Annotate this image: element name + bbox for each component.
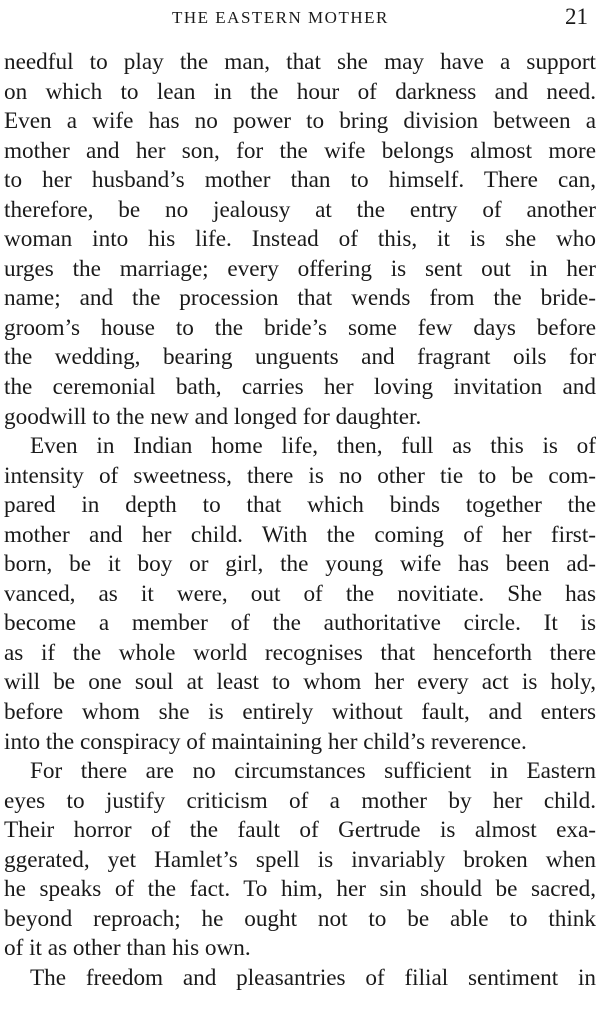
text-line: of it as other than his own. bbox=[4, 935, 251, 962]
text-line: become a member of the authoritative circle. It is bbox=[4, 610, 596, 637]
text-line: pared in depth to that which binds together the bbox=[4, 492, 596, 519]
text-line: will be one soul at least to whom her every act is holy, bbox=[4, 669, 596, 696]
text-line: woman into his life. Instead of this, it is she who bbox=[4, 226, 596, 253]
text-line: mother and her son, for the wife belongs almost more bbox=[4, 137, 596, 164]
text-line: he speaks of the fact. To him, her sin should be sacred, bbox=[4, 876, 596, 903]
text-line: intensity of sweetness, there is no other tie to be com- bbox=[4, 462, 596, 489]
text-line: Their horror of the fault of Gertrude is almost exa- bbox=[4, 817, 596, 844]
text-line: vanced, as it were, out of the novitiate. She has bbox=[4, 580, 596, 607]
paragraph bbox=[4, 432, 596, 757]
text-line: ggerated, yet Hamlet’s spell is invariably broken when bbox=[4, 846, 596, 873]
page-number: 21 bbox=[565, 4, 588, 29]
text-line: For there are no circumstances sufficient in Eastern bbox=[30, 758, 596, 785]
text-line: The freedom and pleasantries of filial sentiment in bbox=[30, 964, 596, 991]
text-line: as if the whole world recognises that henceforth there bbox=[4, 639, 596, 666]
text-line: name; and the procession that wends from the bride- bbox=[4, 285, 596, 312]
paragraph bbox=[4, 48, 596, 432]
text-line: to her husband’s mother than to himself. There can, bbox=[4, 167, 596, 194]
text-line: into the conspiracy of maintaining her child’s reverence. bbox=[4, 728, 527, 755]
text-line: mother and her child. With the coming of her first- bbox=[4, 521, 596, 548]
text-line: Even a wife has no power to bring division between a bbox=[4, 108, 596, 135]
text-line: beyond reproach; he ought not to be able to think bbox=[4, 905, 596, 932]
running-head bbox=[0, 4, 600, 32]
text-line: on which to lean in the hour of darkness and need. bbox=[4, 78, 596, 105]
text-line: before whom she is entirely without fault, and enters bbox=[4, 699, 596, 726]
text-line: therefore, be no jealousy at the entry of another bbox=[4, 196, 596, 223]
text-line: the ceremonial bath, carries her loving invitation and bbox=[4, 374, 596, 401]
text-line: urges the marriage; every offering is sent out in her bbox=[4, 255, 596, 282]
paragraph bbox=[4, 964, 596, 994]
text-line: Even in Indian home life, then, full as this is of bbox=[30, 433, 596, 460]
paragraph bbox=[4, 757, 596, 964]
text-line: groom’s house to the bride’s some few days before bbox=[4, 314, 596, 341]
text-line: needful to play the man, that she may have a support bbox=[4, 49, 596, 75]
text-line: the wedding, bearing unguents and fragrant oils for bbox=[4, 344, 596, 371]
body-text bbox=[4, 48, 596, 994]
text-line: born, be it boy or girl, the young wife has been ad- bbox=[4, 551, 596, 578]
running-head-title: THE EASTERN MOTHER bbox=[172, 8, 389, 27]
text-line: goodwill to the new and longed for daughter. bbox=[4, 403, 422, 430]
text-line: eyes to justify criticism of a mother by her child. bbox=[4, 787, 596, 814]
